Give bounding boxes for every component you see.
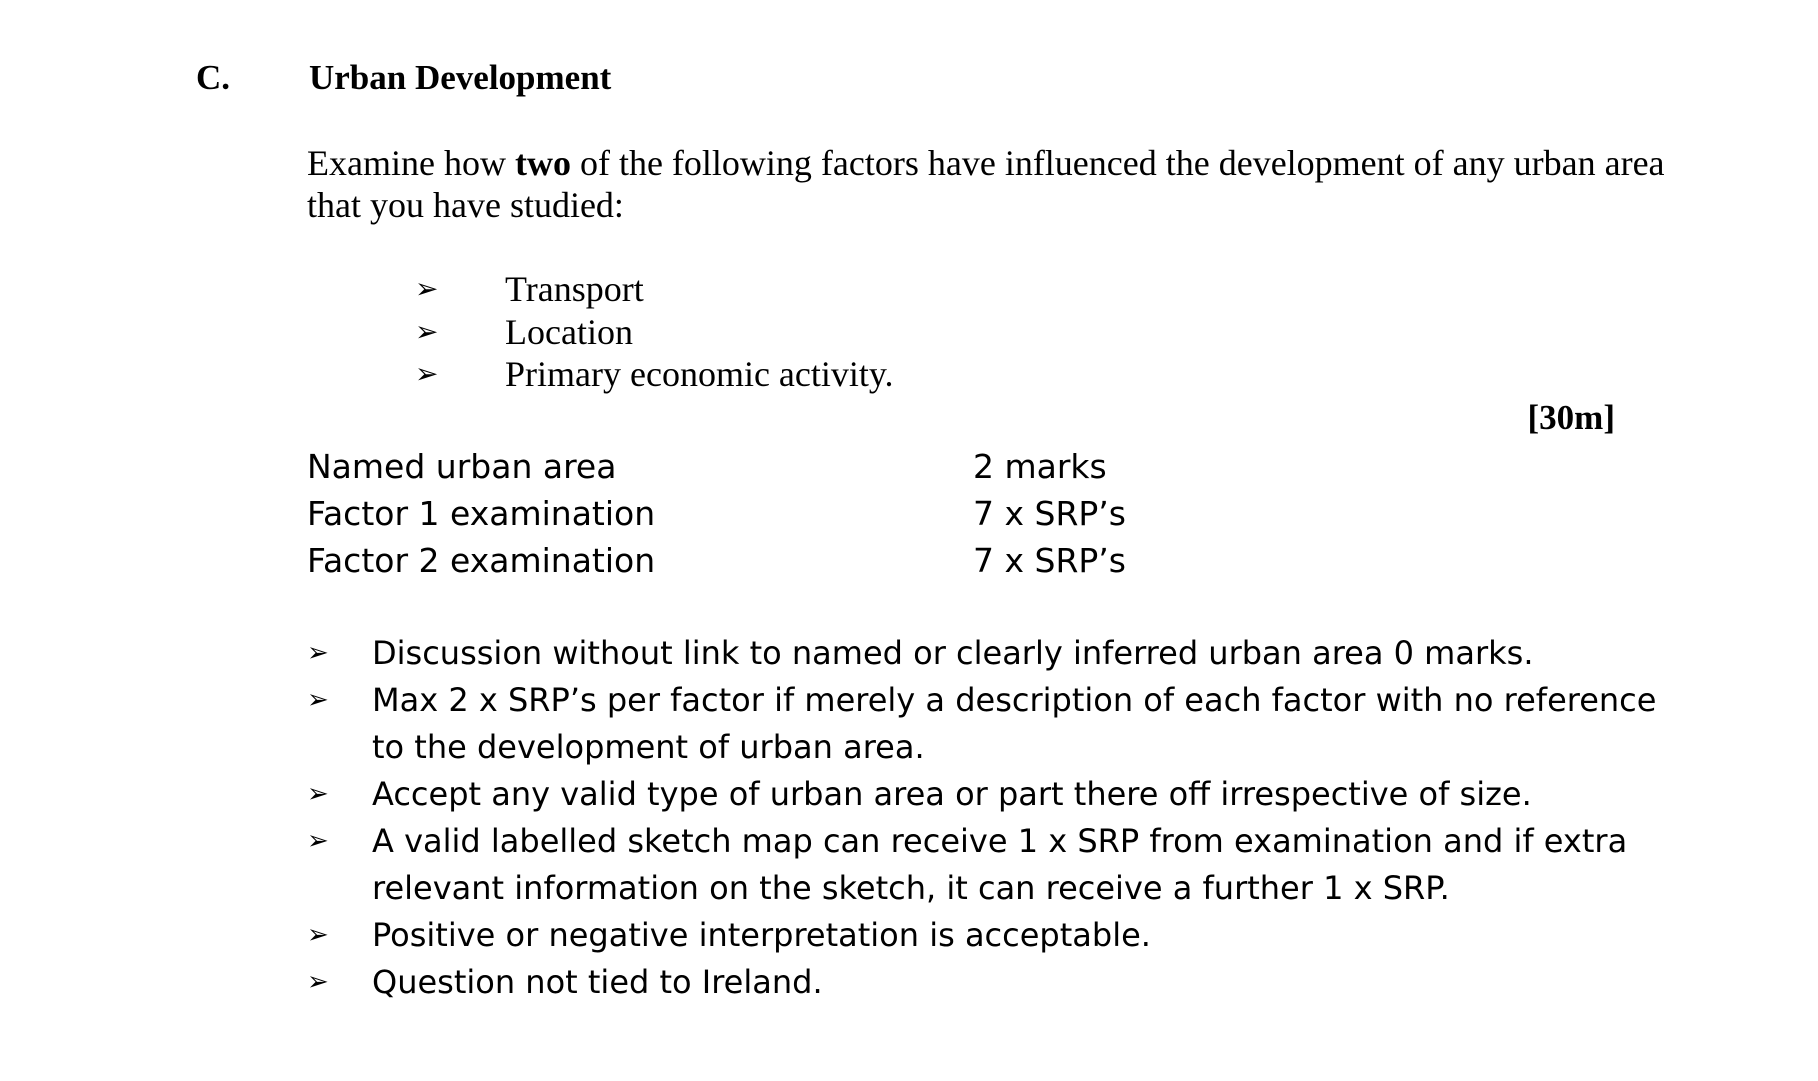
arrow-bullet-icon: ➢: [307, 779, 329, 809]
total-marks: [30m]: [1527, 398, 1615, 437]
note-item: [307, 959, 1657, 1006]
scheme-item: Factor 1 examination: [307, 494, 656, 533]
note-text: Positive or negative interpretation is acceptable.: [372, 916, 1151, 954]
question-suffix: of the following factors have influenced the development of any urban area that you have studied:: [307, 143, 1665, 225]
scheme-row: [307, 443, 1126, 490]
question-emphasis: two: [514, 143, 571, 183]
note-item: [307, 771, 1657, 818]
scheme-row: [307, 537, 1126, 584]
arrow-bullet-icon: ➢: [307, 920, 329, 950]
factor-item: [415, 353, 894, 396]
scheme-item: Factor 2 examination: [307, 541, 656, 580]
note-text: A valid labelled sketch map can receive 1 x SRP from examination and if extra relevant information on the sketch, it can receive a further 1 x SRP.: [372, 822, 1628, 907]
arrow-bullet-icon: ➢: [307, 826, 329, 856]
factor-label: Location: [505, 311, 633, 352]
arrow-bullet-icon: ➢: [415, 314, 439, 348]
note-item: [307, 630, 1657, 677]
section-letter: C.: [196, 58, 231, 97]
note-item: [307, 818, 1657, 912]
marking-scheme: [307, 443, 1126, 584]
scheme-marks: 7 x SRP’s: [973, 494, 1126, 533]
question-prefix: Examine how: [307, 143, 515, 183]
arrow-bullet-icon: ➢: [415, 357, 439, 390]
note-text: Accept any valid type of urban area or part there off irrespective of size.: [372, 775, 1532, 813]
marking-notes: [307, 630, 1657, 1006]
scheme-row: [307, 490, 1126, 537]
note-text: Question not tied to Ireland.: [372, 963, 823, 1001]
factor-label: Transport: [505, 269, 644, 309]
factor-item: [415, 311, 894, 354]
note-item: [307, 912, 1657, 959]
scheme-item: Named urban area: [307, 447, 617, 486]
question-text: [307, 142, 1667, 226]
arrow-bullet-icon: ➢: [415, 272, 439, 305]
scheme-marks: 7 x SRP’s: [973, 541, 1126, 580]
section-title: Urban Development: [309, 58, 612, 97]
factor-label: Primary economic activity.: [505, 354, 894, 394]
note-text: Discussion without link to named or clearly inferred urban area 0 marks.: [372, 634, 1534, 672]
arrow-bullet-icon: ➢: [307, 685, 329, 715]
note-text: Max 2 x SRP’s per factor if merely a description of each factor with no reference to the development of urban area.: [372, 681, 1657, 766]
scheme-marks: 2 marks: [973, 447, 1107, 486]
factor-list: [415, 268, 894, 396]
arrow-bullet-icon: ➢: [307, 967, 329, 997]
note-item: [307, 677, 1657, 771]
factor-item: [415, 268, 894, 311]
arrow-bullet-icon: ➢: [307, 638, 329, 668]
